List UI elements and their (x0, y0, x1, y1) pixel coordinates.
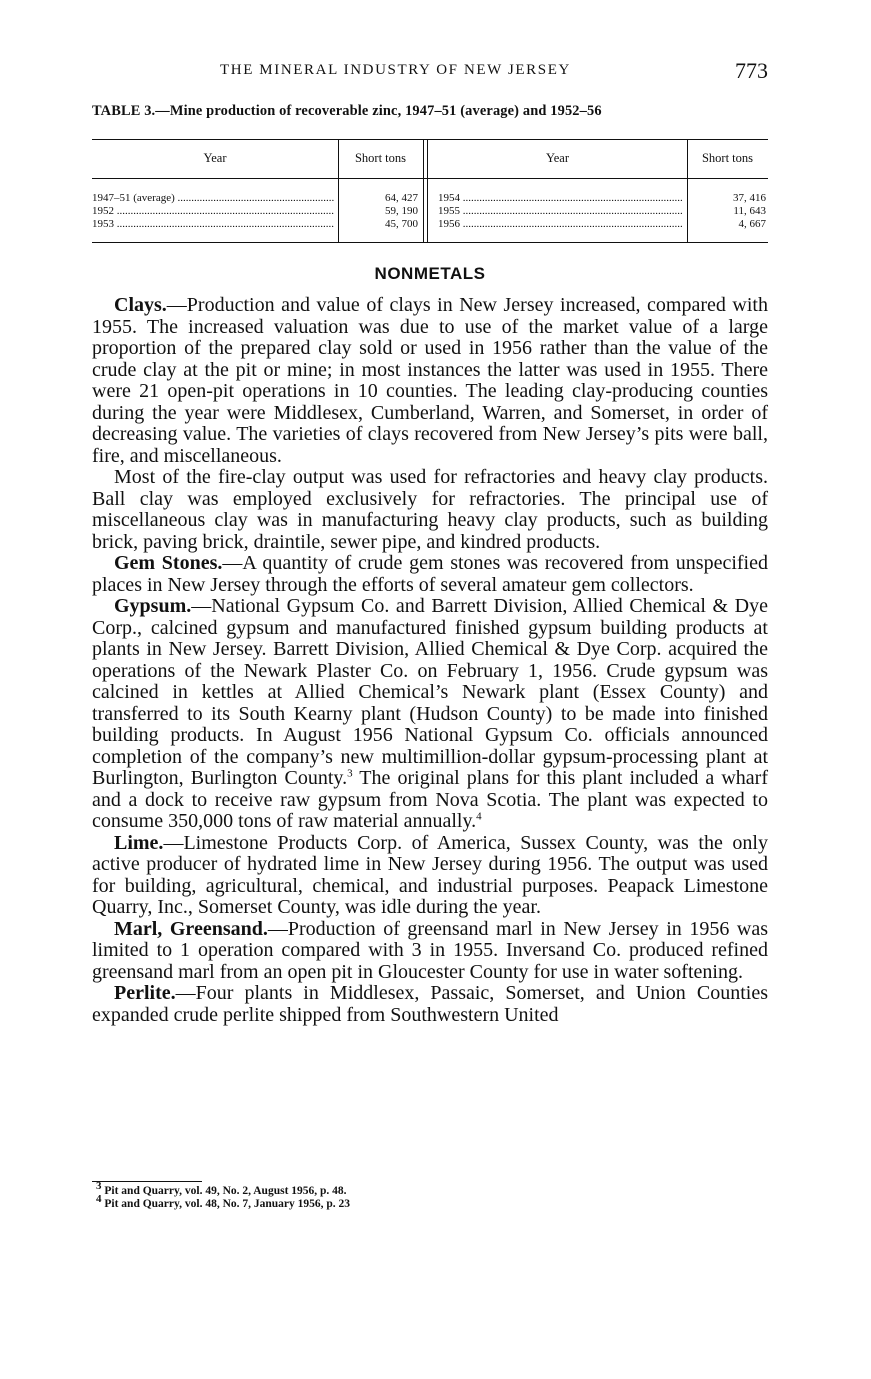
paragraph-gypsum (92, 596, 768, 833)
paragraph-perlite (92, 983, 768, 1026)
footnote-text: Pit and Quarry, vol. 48, No. 7, January 1956, p. 23 (104, 1198, 351, 1210)
paragraph-term: Gem Stones. (114, 552, 223, 574)
paragraph-gem-stones (92, 553, 768, 596)
footnote (92, 1180, 768, 1198)
paragraph-lime (92, 833, 768, 919)
right-tons-column (690, 192, 766, 231)
paragraph-text: —Production of greensand marl in New Jersey in 1956 was limited to 1 operation compared with 3 in 1955. Inversand Co. produced refined greensand marl from an open pit in Gloucester County for use in water softening. (92, 917, 768, 983)
table-caption: TABLE 3.—Mine production of recoverable zinc, 1947–51 (average) and 1952–56 (92, 103, 602, 119)
table-double-rule (423, 140, 424, 242)
table-cell-tons: 64, 427 (385, 192, 418, 204)
footnote-text: Pit and Quarry, vol. 49, No. 2, August 1956, p. 48. (104, 1185, 347, 1197)
paragraph-text: —A quantity of crude gem stones was recovered from unspecified places in New Jersey through the efforts of several amateur gem collectors. (92, 552, 768, 596)
table-cell-tons: 59, 190 (385, 205, 418, 217)
body-text (92, 295, 768, 1026)
table-cell-year: 1953 ..... (92, 218, 334, 231)
paragraph-fire-clay (92, 467, 768, 553)
paragraph-text: —Limestone Products Corp. of America, Sussex County, was the only active producer of hydrated lime in New Jersey during 1956. The output was used for building, agricultural, chemical, and industrial purposes. Peapack Limestone Quarry, Inc., Somerset County, was idle during the year. (92, 831, 768, 918)
paragraph-term: Gypsum. (114, 595, 192, 617)
running-head (92, 58, 768, 86)
footnote-mark: 4 (96, 1193, 102, 1206)
paragraph-text: Most of the fire-clay output was used for refractories and heavy clay products. Ball clay was employed exclusively for refractories. The principal use of miscellaneous clay was in manufacturing heavy clay products, such as building brick, paving brick, draintile, sewer pipe, and kindred products. (92, 466, 768, 553)
footnote-divider (92, 1181, 202, 1182)
paragraph-clays (92, 295, 768, 467)
table-cell-year: 1952 ..... (92, 205, 334, 218)
table-cell-year: 1954 ..... (438, 192, 683, 205)
year-column-header: Year (203, 151, 227, 165)
running-title: THE MINERAL INDUSTRY OF NEW JERSEY (220, 62, 571, 78)
table-cell-year: 1947–51 (average) ..... (92, 192, 334, 205)
paragraph-term: Marl, Greensand. (114, 917, 268, 940)
zinc-production-table (92, 139, 768, 243)
paragraph-text: The original plans for this plant included a wharf and a dock to receive raw gypsum from Nova Scotia. The plant was expected to consume 350,000 tons of raw material annually. (92, 767, 769, 832)
year-column-header: Year (545, 151, 570, 165)
paragraph-marl-greensand (92, 919, 768, 984)
footnote-reference[interactable]: 3 (347, 767, 353, 780)
footnote (92, 1193, 768, 1211)
table-cell-tons: 4, 667 (738, 218, 766, 230)
paragraph-text: —Production and value of clays in New Jersey increased, compared with 1955. The increased valuation was due to use of the market value of a large proportion of the prepared clay sold or used in 1956 rather than the value of the crude clay at the pit or mine; in most instances the latter was used in 1955. There were 21 open-pit operations in 10 counties. The leading clay-producing counties during the year were Middlesex, Cumberland, Warren, and Somerset, in order of decreasing value. The varieties of clays recovered from New Jersey’s pits were ball, fire, and miscellaneous. (92, 294, 768, 467)
right-year-column (438, 192, 683, 231)
footnotes (92, 1180, 768, 1211)
table-cell-year: 1956 ..... (438, 218, 683, 231)
paragraph-text: —Four plants in Middlesex, Passaic, Somerset, and Union Counties expanded crude perlite shipped from Southwestern United (92, 982, 768, 1026)
table-cell-tons: 37, 416 (733, 192, 766, 204)
footnote-reference[interactable]: 4 (476, 810, 482, 823)
short-tons-column-header: Short tons (354, 151, 407, 165)
paragraph-text: —National Gypsum Co. and Barrett Division, Allied Chemical & Dye Corp., calcined gypsum and manufactured finished gypsum building products at plants in New Jersey. Barrett Division, Allied Chemical & Dye Corp. acquired the operations of the Newark Plaster Co. on February 1, 1956. Crude gypsum was calcined in kettles at Allied Chemical’s Newark plant (Essex County) and transferred to its South Kearny plant (Hudson County) to be made into finished building products. In August 1956 National Gypsum Co. officials announced completion of the company’s new multimillion-dollar gypsum-processing plant at Burlington, Burlington County. (92, 595, 768, 789)
footnote-mark: 3 (96, 1180, 102, 1193)
left-tons-column (342, 192, 418, 231)
table-cell-tons: 45, 700 (385, 218, 418, 230)
table-header-rule (92, 178, 768, 179)
paragraph-term: Clays. (114, 294, 167, 316)
table-cell-year: 1955 ..... (438, 205, 683, 218)
short-tons-column-header: Short tons (701, 151, 754, 165)
table-cell-tons: 11, 643 (733, 205, 766, 217)
section-heading: NONMETALS (374, 264, 486, 283)
left-year-column (92, 192, 334, 231)
page-number: 773 (735, 58, 768, 83)
paragraph-term: Lime. (114, 831, 164, 854)
paragraph-term: Perlite. (114, 982, 176, 1004)
